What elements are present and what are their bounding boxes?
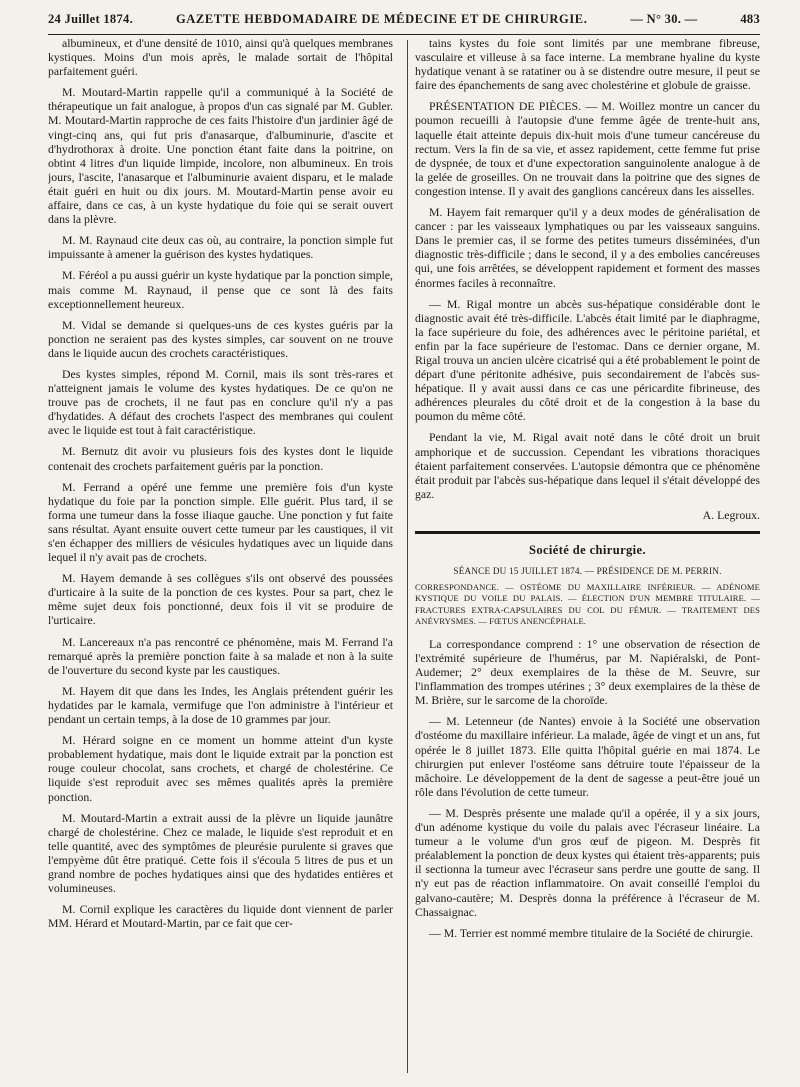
journal-title: GAZETTE HEBDOMADAIRE DE MÉDECINE ET DE CHIRURGIE. xyxy=(175,11,588,26)
paragraph: — M. Desprès présente une malade qu'il a opérée, il y a six jours, d'un adénome kystique du voile du palais avec l'écraseur linéaire. La tumeur a le volume d'un gros œuf de pigeon. M. Desprès fit préalablement la ponction de deux kystes qui étaient très-apparents; puis il sectionna la tumeur avec l'écraseur sans perdre une goutte de sang. Il n'y eut pas de réaction inflammatoire. On avait conseillé l'emploi du galvano-cautère; M. Desprès donna la préférence à l'écraseur de M. Chassaignac. xyxy=(415,805,760,919)
paragraph: La correspondance comprend : 1° une observation de résection de l'extrémité supérieure de l'humérus, par M. Napiéralski, de Pont-Audemer; 2° deux exemplaires de la thèse de M. Seuvre, sur l'inflammation des trompes utérines ; 3° deux exemplaires de la thèse de M. Brière, sur le sarcome de la choroïde. xyxy=(415,636,760,708)
section-rule xyxy=(415,531,760,534)
session-heading: SÉANCE DU 15 JUILLET 1874. — PRÉSIDENCE DE M. PERRIN. xyxy=(453,565,722,576)
issue-number: — N° 30. — xyxy=(630,11,698,26)
paragraph: albumineux, et d'une densité de 1010, ainsi qu'à quelques membranes kystiques. Moins d'un mois après, le malade sortait de l'hôpital parfaitement guéri. xyxy=(48,36,393,79)
paragraph: M. Lancereaux n'a pas rencontré ce phénomène, mais M. Ferrand l'a remarqué après la première ponction faite à sa malade et non à la suite de l'ouverture du second kyste par les caustiques. xyxy=(48,634,393,677)
paragraph: M. Cornil explique les caractères du liquide dont viennent de parler MM. Hérard et Moutard-Martin, par ce fait que cer- xyxy=(48,902,393,931)
paragraph: M. Hayem dit que dans les Indes, les Anglais prétendent guérir les hydatides par le kamala, vermifuge que l'on administre à l'intérieur et pendant un certain temps, à la dose de 10 grammes par jour. xyxy=(48,683,393,727)
paragraph: M. M. Raynaud cite deux cas où, au contraire, la ponction simple fut impuissante à amener la guérison des kystes hydatiques. xyxy=(48,233,393,262)
left-column xyxy=(48,36,393,1079)
paragraph: PRÉSENTATION DE PIÈCES. — M. Woillez montre un cancer du poumon recueilli à l'autopsie d'une femme âgée de trente-huit ans, laquelle était atteinte depuis dix-huit mois d'une tumeur cancéreuse du rectum. Vers la fin de sa vie, et assez rapidement, cette femme fut prise de dyspnée, de toux et d'une expectoration sanguinolente analogue à de la gelée de groseilles. On ne trouvait dans la poitrine que des signes de congestion intense. Il y avait des ganglions cancéreux dans les aisselles. xyxy=(415,99,760,198)
paragraph: M. Féréol a pu aussi guérir un kyste hydatique par la ponction simple, mais comme M. Raynaud, il pense que ce sont là des faits exceptionnellement heureux. xyxy=(48,268,393,311)
page-number: 483 xyxy=(740,11,760,26)
paragraph: M. Moutard-Martin a extrait aussi de la plèvre un liquide jaunâtre chargé de cholestérine. Chez ce malade, le liquide s'est reproduit et en telle quantité, avec des symptômes de pleurésie purulente si graves que l'empyème dût être pratiqué. Cette fois il s'écoula 5 litres de pus et un grand nombre de poches hydatiques ainsi que des hydatides entières et volumineuses. xyxy=(48,810,393,896)
paragraph: — M. Terrier est nommé membre titulaire de la Société de chirurgie. xyxy=(429,925,754,940)
right-column xyxy=(415,36,760,1079)
paragraph: Pendant la vie, M. Rigal avait noté dans le côté droit un bruit amphorique et de succussion. Cependant les vibrations thoraciques étaient parfaitement conservées. L'autopsie démontra que ce phénomène était produit par l'abcès sus-hépatique dans lequel il s'était développé des gaz. xyxy=(415,430,760,501)
paragraph: M. Hayem demande à ses collègues s'ils ont observé des poussées d'urticaire à la suite de la ponction de ces kystes. Pour sa part, chez le même sujet deux fois ponctionné, deux fois il vit se produire de l'urticaire. xyxy=(48,571,393,628)
paragraph: M. Hérard soigne en ce moment un homme atteint d'un kyste probablement hydatique, mais dont le liquide extrait par la ponction est rouge couleur chocolat, sans crochets, et chargé de cholestérine. Ce liquide s'est reproduit avec ses mêmes qualités après la première ponction. xyxy=(48,733,393,804)
running-head xyxy=(48,4,760,35)
paragraph: Des kystes simples, répond M. Cornil, mais ils sont très-rares et n'atteignent jamais le volume des kystes hydatiques. De ce qu'on ne trouve pas de crochets, il ne faut pas en conclure qu'il n'y a pas d'hydatides. A défaut des crochets l'aspect des membranes qui coulent avec le liquide est tout à fait caractéristique. xyxy=(48,366,393,438)
paragraph: — M. Rigal montre un abcès sus-hépatique considérable dont le diagnostic avait été très-difficile. L'abcès était limité par le diaphragme, la face supérieure du foie, des adhérences avec le péritoine pariétal, et enfin par la face supérieure de l'estomac. Dans ce dernier organe, M. Rigal trouva un ancien ulcère cicatrisé qui a été probablement le point de départ d'une péritonite adhésive, puis secondairement de l'abcès sus-hépatique. Il y avait aussi dans ce cas une péricardite fibrineuse, des adhérences pleurales du côté droit et de la congestion à la base du poumon du même côté. xyxy=(415,296,760,424)
paragraph: M. Ferrand a opéré une femme une première fois d'un kyste hydatique du foie par la ponction simple. Elle guérit. Plus tard, il se forma une tumeur dans la fosse iliaque gauche. Une ponction y fut faite sans résultat. Ayant ensuite ouvert cette tumeur par les caustiques, il vit s'en échapper des milliers de vésicules hydatiques avec un liquide dans lequel il n'y avait pas de crochets. xyxy=(48,479,393,565)
author-signature: A. Legroux. xyxy=(702,507,760,522)
paragraph: M. Vidal se demande si quelques-uns de ces kystes guéris par la ponction ne seraient pas des kystes simples, car souvent on ne trouve dans le liquide aucun des crochets caractéristiques. xyxy=(48,317,393,360)
columns xyxy=(48,36,760,1079)
paragraph: — M. Letenneur (de Nantes) envoie à la Société une observation d'ostéome du maxillaire inférieur. La malade, âgée de vingt et un ans, fut opérée le 8 juillet 1873. Elle quitta l'hôpital guérie en mai 1874. Le chirurgien put enlever l'ostéome sans détruire toute l'épaisseur de la mâchoire. Le développement de la dent de sagesse a peut-être joué un rôle dans l'évolution de cette tumeur. xyxy=(415,714,760,799)
session-summary: CORRESPONDANCE. — OSTÉOME DU MAXILLAIRE INFÉRIEUR. — ADÉNOME KYSTIQUE DU VOILE DU PALAIS. — ÉLECTION D'UN MEMBRE TITULAIRE. — FRACTURES EXTRA-CAPSULAIRES DU COL DU FÉMUR. — TRAITEMENT DES ANÉVRYSMES. — FŒTUS ANENCÉPHALE. xyxy=(415,581,760,627)
paragraph: M. Hayem fait remarquer qu'il y a deux modes de généralisation de cancer : par les vaisseaux lymphatiques ou par les vaisseaux sanguins. Dans le premier cas, il se forme des petites tumeurs disséminées, d'un diagnostic très-difficile ; dans le second, il y a des embolies cancéreuses qui, une fois arrêtées, se développent rapidement et forment des masses énormes faciles à reconnaître. xyxy=(415,205,760,290)
paragraph: tains kystes du foie sont limités par une membrane fibreuse, vasculaire et villeuse à sa face interne. La membrane hyaline du kyste hydatique venant à se ratatiner ou à se distendre outre mesure, il peut se faire des épanchements de sang avec cholestérine et globule de graisse. xyxy=(415,36,760,93)
section-title: Société de chirurgie. xyxy=(528,542,647,557)
paragraph: M. Bernutz dit avoir vu plusieurs fois des kystes dont le liquide contenait des crochets parfaitement guéris par la ponction. xyxy=(48,444,393,473)
paragraph: M. Moutard-Martin rappelle qu'il a communiqué à la Société de thérapeutique un fait analogue, à propos d'un cas signalé par M. Gubler. M. Moutard-Martin rapproche de ces faits l'histoire d'un jardinier âgé de vingt-cinq ans, qui fut pris d'anasarque, d'albuminurie, d'ascite et d'hydrothorax à droite. Une ponction étant faite dans la poitrine, on obtint 4 litres d'un liquide limpide, incolore, non albumineux. En trois jours, l'ascite, l'anasarque et l'albuminurie avaient disparu, et le malade était guéri en huit ou dix jours. M. Moutard-Martin pense avoir eu affaire, dans ce cas, à un kyste hydatique du foie qui se serait ouvert dans la plèvre. xyxy=(48,85,393,227)
issue-date: 24 Juillet 1874. xyxy=(48,11,134,26)
